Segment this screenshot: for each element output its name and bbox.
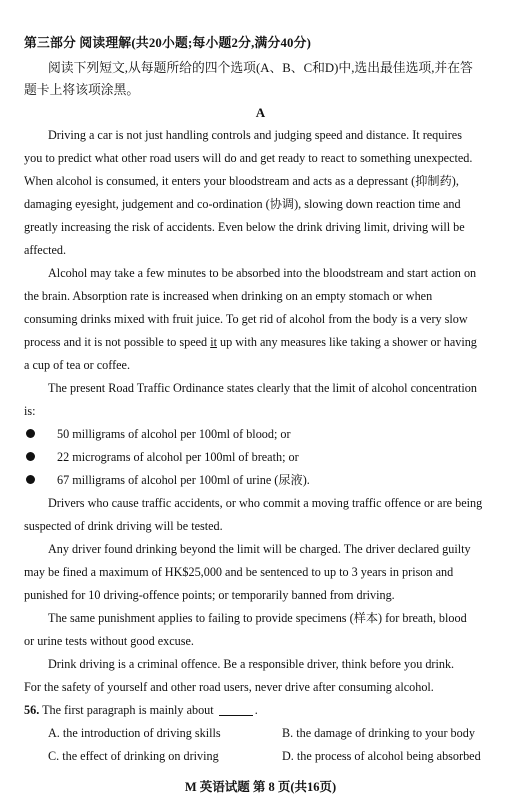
bullet-dot-icon (26, 452, 35, 461)
p1-line-5: greatly increasing the risk of accidents. Even below the drink driving limit, driving will be (24, 220, 465, 234)
p2-line-3: consuming drinks mixed with fruit juice. To get rid of alcohol from the body is a very slow (24, 312, 468, 326)
bullet-dot-icon (26, 429, 35, 438)
p1-line-6: affected. (24, 243, 67, 257)
p1-line-4: damaging eyesight, judgement and co-ordination (协调), slowing down reaction time and (24, 197, 461, 211)
instruction-line-2: 题卡上将该项涂黑。 (24, 83, 140, 97)
p6-line-2: or urine tests without good excuse. (24, 634, 194, 648)
p5-line-1: Any driver found drinking beyond the limit will be charged. The driver declared guilty (48, 542, 471, 556)
bullet-text: 67 milligrams of alcohol per 100ml of urine (尿液). (57, 473, 310, 487)
passage-label: A (255, 105, 266, 120)
p1-line-1: Driving a car is not just handling controls and judging speed and distance. It requires (48, 128, 462, 142)
p5-line-2: may be fined a maximum of HK$25,000 and be sentenced to up to 3 years in prison and (24, 565, 454, 579)
p2-line-1: Alcohol may take a few minutes to be absorbed into the bloodstream and start action on (48, 266, 477, 280)
p2-line-2: the brain. Absorption rate is increased when drinking on an empty stomach or when (24, 289, 433, 303)
instruction-line-1: 阅读下列短文,从每题所给的四个选项(A、B、C和D)中,选出最佳选项,并在答 (48, 61, 473, 75)
p6-line-1: The same punishment applies to failing to provide specimens (样本) for breath, blood (48, 611, 467, 625)
p3-line-2: is: (24, 404, 36, 418)
p2-line-4-after: up with any measures like taking a shower or having (216, 335, 477, 349)
bullet-text: 50 milligrams of alcohol per 100ml of blood; or (57, 427, 291, 441)
p1-line-3: When alcohol is consumed, it enters your bloodstream and acts as a depressant (抑制药), (24, 174, 459, 188)
p5-line-3: punished for 10 driving-offence points; or temporarily banned from driving. (24, 588, 395, 602)
p4-line-2: suspected of drink driving will be tested. (24, 519, 223, 533)
option-d[interactable]: D. the process of alcohol being absorbed (282, 749, 481, 763)
bullet-item (26, 427, 291, 441)
question-number: 56. (24, 703, 40, 717)
bullet-item (26, 450, 299, 464)
p4-line-1: Drivers who cause traffic accidents, or who commit a moving traffic offence or are being (48, 496, 483, 510)
p2-line-4-before: process and it is not possible to speed (24, 335, 211, 349)
page-footer: M 英语试题 第 8 页(共16页) (184, 780, 337, 794)
p7-line-2: For the safety of yourself and other road users, never drive after consuming alcohol. (24, 680, 434, 694)
underlined-word-it: it (210, 335, 217, 349)
p7-line-1: Drink driving is a criminal offence. Be a responsible driver, think before you drink. (48, 657, 455, 671)
option-c[interactable]: C. the effect of drinking on driving (48, 749, 219, 763)
bullet-item (26, 473, 310, 487)
question-stem: The first paragraph is mainly about (42, 703, 214, 717)
bullet-dot-icon (26, 475, 35, 484)
answer-blank (219, 715, 253, 716)
p1-line-2: you to predict what other road users will do and get ready to react to something unexpected. (24, 151, 473, 165)
p2-line-5: a cup of tea or coffee. (24, 358, 131, 372)
section-title: 第三部分 阅读理解(共20小题;每小题2分,满分40分) (24, 36, 312, 50)
question-56 (24, 703, 258, 717)
bullet-text: 22 micrograms of alcohol per 100ml of breath; or (57, 450, 299, 464)
p2-line-4 (24, 335, 477, 349)
option-b[interactable]: B. the damage of drinking to your body (282, 726, 475, 740)
question-stem-end: . (254, 703, 258, 717)
option-a[interactable]: A. the introduction of driving skills (48, 726, 221, 740)
p3-line-1: The present Road Traffic Ordinance states clearly that the limit of alcohol concentration (48, 381, 477, 395)
